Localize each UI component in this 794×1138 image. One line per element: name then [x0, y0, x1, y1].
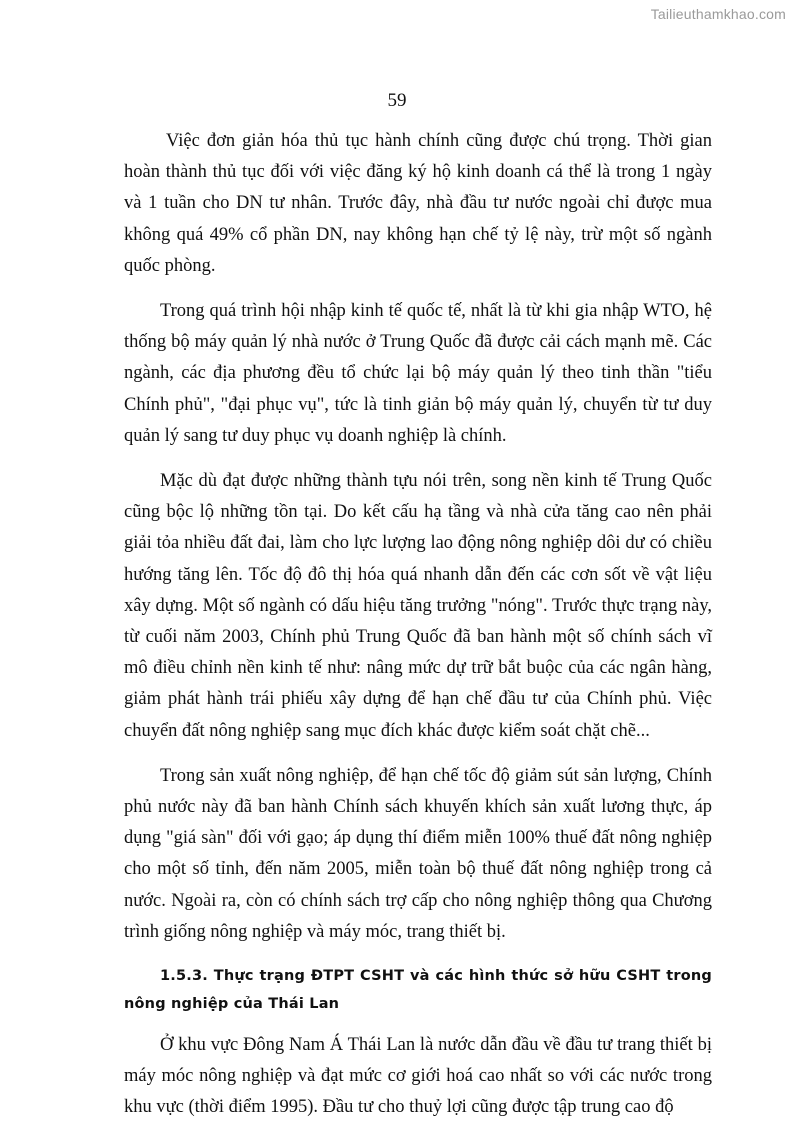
page-number: 59	[387, 90, 407, 111]
document-body	[124, 126, 712, 1138]
paragraph-wto-integration: Trong quá trình hội nhập kinh tế quốc tế, nhất là từ khi gia nhập WTO, hệ thống bộ máy quản lý nhà nước ở Trung Quốc đã được cải cách mạnh mẽ. Các ngành, các địa phương đều tổ chức lại bộ máy quản lý theo tinh thần "tiểu Chính phủ", "đại phục vụ", tức là tinh giản bộ máy quản lý, chuyển từ tư duy quản lý sang tư duy phục vụ doanh nghiệp là chính.	[124, 301, 712, 446]
paragraph-thailand-intro: Ở khu vực Đông Nam Á Thái Lan là nước dẫn đầu về đầu tư trang thiết bị máy móc nông nghiệp và đạt mức cơ giới hoá cao nhất so với các nước trong khu vực (thời điểm 1995). Đầu tư cho thuỷ lợi cũng được tập trung cao độ	[124, 1035, 712, 1118]
section-heading: 1.5.3. Thực trạng ĐTPT CSHT và các hình thức sở hữu CSHT trong nông nghiệp của Thái Lan	[124, 968, 712, 1013]
paragraph-admin-procedures: Việc đơn giản hóa thủ tục hành chính cũng được chú trọng. Thời gian hoàn thành thủ tục đối với việc đăng ký hộ kinh doanh cá thể là trong 1 ngày và 1 tuần cho DN tư nhân. Trước đây, nhà đầu tư nước ngoài chỉ được mua không quá 49% cổ phần DN, nay không hạn chế tỷ lệ này, trừ một số ngành quốc phòng.	[124, 131, 712, 276]
paragraph-agriculture-policy: Trong sản xuất nông nghiệp, để hạn chế tốc độ giảm sút sản lượng, Chính phủ nước này đã ban hành Chính sách khuyến khích sản xuất lương thực, áp dụng "giá sàn" đối với gạo; áp dụng thí điểm miễn 100% thuế đất nông nghiệp cho một số tỉnh, đến năm 2005, miễn toàn bộ thuế đất nông nghiệp trong cả nước. Ngoài ra, còn có chính sách trợ cấp cho nông nghiệp thông qua Chương trình giống nông nghiệp và máy móc, trang thiết bị.	[124, 765, 712, 942]
paragraph-economic-issues: Mặc dù đạt được những thành tựu nói trên, song nền kinh tế Trung Quốc cũng bộc lộ những tồn tại. Do kết cấu hạ tầng và nhà cửa tăng cao nên phải giải tỏa nhiều đất đai, làm cho lực lượng lao động nông nghiệp dôi dư có chiều hướng tăng lên. Tốc độ đô thị hóa quá nhanh dẫn đến các cơn sốt về vật liệu xây dựng. Một số ngành có dấu hiệu tăng trưởng "nóng". Trước thực trạng này, từ cuối năm 2003, Chính phủ Trung Quốc đã ban hành một số chính sách vĩ mô điều chỉnh nền kinh tế như: nâng mức dự trữ bắt buộc của các ngân hàng, giảm phát hành trái phiếu xây dựng để hạn chế đầu tư của Chính phủ. Việc chuyển đất nông nghiệp sang mục đích khác được kiểm soát chặt chẽ...	[124, 471, 712, 741]
watermark: Tailieuthamkhao.com	[650, 6, 786, 22]
